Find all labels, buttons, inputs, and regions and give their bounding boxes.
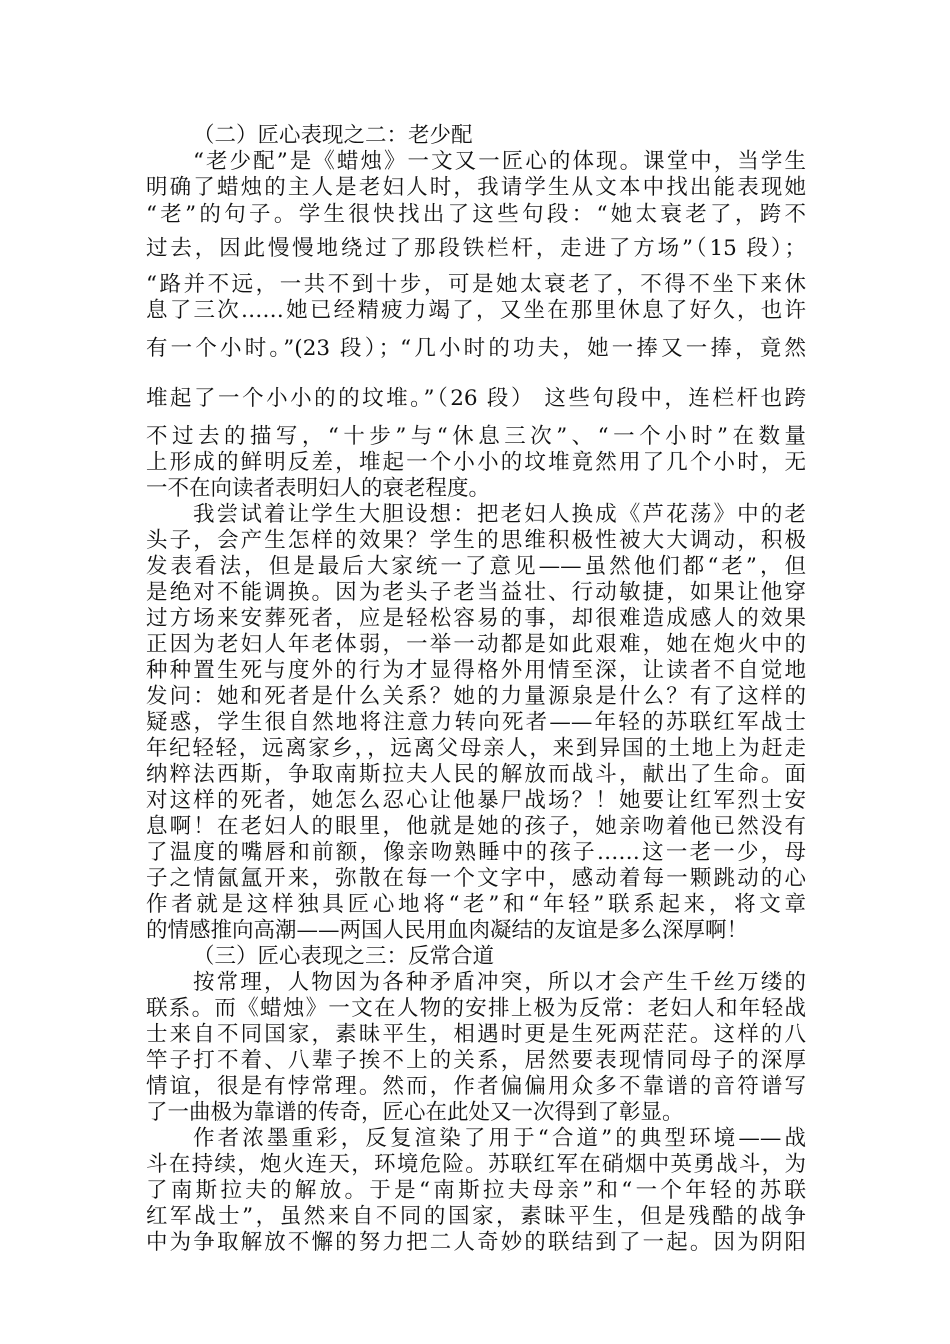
text-line: 发表看法，但是最后大家统一了意见——虽然他们都“老”，但 [146, 554, 806, 579]
text-line: 不过去的描写，“十步”与“休息三次”、“一个小时”在数量 [146, 424, 806, 449]
text-line: 红军战士”，虽然来自不同的国家，素昧平生，但是残酷的战争 [146, 1204, 806, 1229]
text-line: 了温度的嘴唇和前额，像亲吻熟睡中的孩子……这一老一少，母 [146, 840, 806, 865]
section-heading-3: （三）匠心表现之三：反常合道 [193, 944, 495, 969]
text-line: 一不在向读者表明妇人的衰老程度。 [146, 476, 491, 501]
text-line: 堆起了一个小小的的坟堆。”（26 段） 这些句段中，连栏杆也跨 [146, 386, 806, 411]
text-line: 息啊！在老妇人的眼里，他就是她的孩子，她亲吻着他已然没有 [146, 814, 806, 839]
text-line: 明确了蜡烛的主人是老妇人时，我请学生从文本中找出能表现她 [146, 175, 806, 200]
text-line: 了一曲极为靠谱的传奇，匠心在此处又一次得到了彰显。 [146, 1100, 684, 1125]
text-line: 发问：她和死者是什么关系？她的力量源泉是什么？有了这样的 [146, 684, 806, 709]
text-line: 我尝试着让学生大胆设想：把老妇人换成《芦花荡》中的老 [193, 502, 806, 527]
text-line: 过方场来安葬死者，应是轻松容易的事，却很难造成感人的效果 [146, 606, 806, 631]
text-line: “路并不远，一共不到十步，可是她太衰老了，不得不坐下来休 [146, 272, 806, 297]
text-line: 有一个小时。”(23 段）；“几小时的功夫，她一捧又一捧，竟然 [146, 336, 806, 361]
text-line: 年纪轻轻，远离家乡，，远离父母亲人，来到异国的土地上为赶走 [146, 736, 806, 761]
text-line: 作者就是这样独具匠心地将“老”和“年轻”联系起来，将文章 [146, 892, 806, 917]
text-line: 了南斯拉夫的解放。于是“南斯拉夫母亲”和“一个年轻的苏联 [146, 1178, 806, 1203]
text-line: “老少配”是《蜡烛》一文又一匠心的体现。课堂中，当学生 [193, 149, 806, 174]
text-line: 中为争取解放不懈的努力把二人奇妙的联结到了一起。因为阴阳 [146, 1230, 806, 1255]
text-line: 纳粹法西斯，争取南斯拉夫人民的解放而战斗，献出了生命。面 [146, 762, 806, 787]
text-line: 联系。而《蜡烛》一文在人物的安排上极为反常：老妇人和年轻战 [146, 996, 806, 1021]
text-line: 按常理，人物因为各种矛盾冲突，所以才会产生千丝万缕的 [193, 970, 806, 995]
text-line: 头子，会产生怎样的效果？学生的思维积极性被大大调动，积极 [146, 528, 806, 553]
text-line: 息了三次……她已经精疲力竭了，又坐在那里休息了好久，也许 [146, 298, 806, 323]
text-line: 疑惑，学生很自然地将注意力转向死者——年轻的苏联红军战士 [146, 710, 806, 735]
text-line: 子之情氤氲开来，弥散在每一个文字中，感动着每一颗跳动的心 [146, 866, 806, 891]
text-line: 过去，因此慢慢地绕过了那段铁栏杆，走进了方场”（15 段）； [146, 236, 806, 261]
text-line: 斗在持续，炮火连天，环境危险。苏联红军在硝烟中英勇战斗，为 [146, 1152, 806, 1177]
text-line: 种种置生死与度外的行为才显得格外用情至深，让读者不自觉地 [146, 658, 806, 683]
text-line: 士来自不同国家，素昧平生，相遇时更是生死两茫茫。这样的八 [146, 1022, 806, 1047]
section-heading-2: （二）匠心表现之二：老少配 [193, 123, 473, 148]
text-line: 的情感推向高潮——两国人民用血肉凝结的友谊是多么深厚啊！ [146, 918, 749, 943]
text-line: “老”的句子。学生很快找出了这些句段：“她太衰老了，跨不 [146, 202, 806, 227]
text-line: 是绝对不能调换。因为老头子老当益壮、行动敏捷，如果让他穿 [146, 580, 806, 605]
text-line: 情谊，很是有悖常理。然而，作者偏偏用众多不靠谱的音符谱写 [146, 1074, 806, 1099]
text-line: 上形成的鲜明反差，堆起一个小小的坟堆竟然用了几个小时，无 [146, 450, 806, 475]
text-line: 竿子打不着、八辈子挨不上的关系，居然要表现情同母子的深厚 [146, 1048, 806, 1073]
text-line: 作者浓墨重彩，反复渲染了用于“合道”的典型环境——战 [193, 1126, 806, 1151]
text-line: 对这样的死者，她怎么忍心让他暴尸战场？！她要让红军烈士安 [146, 788, 806, 813]
text-line: 正因为老妇人年老体弱，一举一动都是如此艰难，她在炮火中的 [146, 632, 806, 657]
